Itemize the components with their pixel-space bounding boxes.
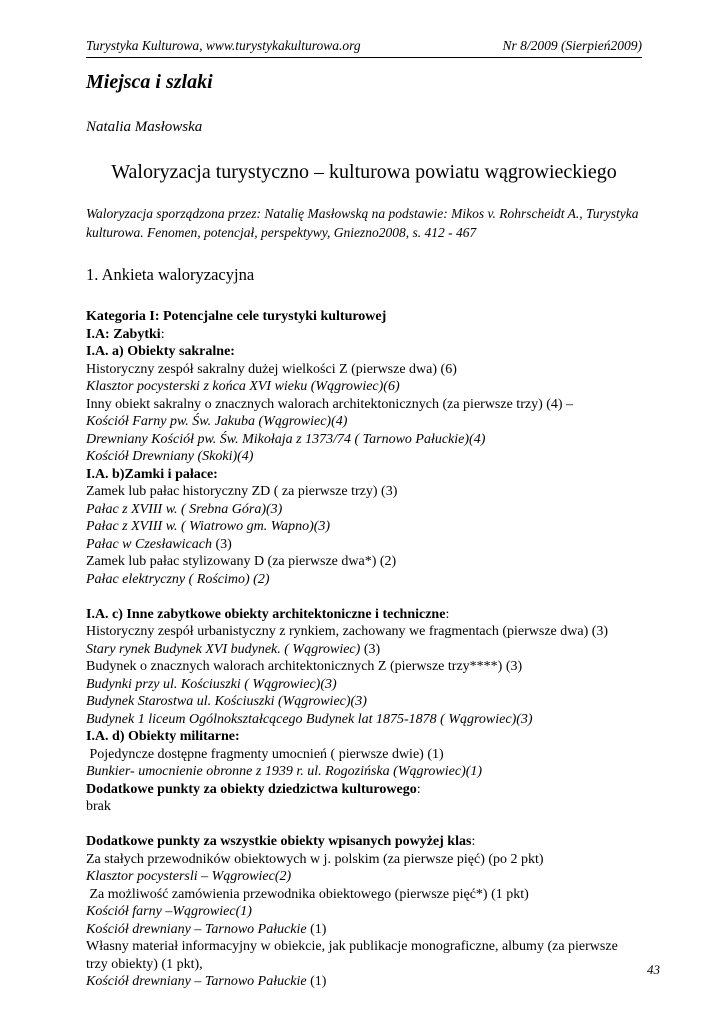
doc-line: [86, 798, 642, 816]
text-segment: Kościół farny –Wągrowiec(1): [86, 904, 252, 920]
issue-number: Nr 8/2009 (Sierpień2009): [502, 38, 642, 53]
text-segment: Za możliwość zamówienia przewodnika obiektowego (pierwsze pięć*) (1 pkt): [86, 886, 529, 902]
article-title: Waloryzacja turystyczno – kulturowa powiatu wągrowieckiego: [111, 161, 617, 183]
doc-line: [86, 833, 642, 851]
text-segment: Zamek lub pałac stylizowany D (za pierwsze dwa*) (2): [86, 554, 397, 570]
text-segment: :: [445, 606, 450, 622]
text-segment: I.A: Zabytki: [86, 326, 161, 342]
doc-line: [86, 623, 642, 641]
doc-line: [86, 851, 642, 869]
text-segment: Kościół drewniany – Tarnowo Pałuckie: [86, 974, 311, 990]
doc-line: [86, 518, 642, 536]
source-note: Waloryzacja sporządzona przez: Natalię Masłowską na podstawie: Mikos v. Rohrscheidt A., Turystyka kulturowa. Fenomen, potencjał, perspektywy, Gniezno2008, s. 412 - 467: [86, 206, 639, 240]
text-segment: Budynki przy ul. Kościuszki ( Wągrowiec)(3): [86, 676, 337, 692]
doc-line: [86, 886, 642, 904]
section-heading: 1. Ankieta waloryzacyjna: [86, 265, 255, 285]
text-segment: I.A. d) Obiekty militarne:: [86, 729, 240, 745]
text-segment: Pałac w Czesławicach: [86, 536, 216, 552]
doc-line: [86, 711, 642, 729]
text-segment: Dodatkowe punkty za wszystkie obiekty wpisanych powyżej klas: [86, 834, 472, 850]
doc-line: [86, 641, 642, 659]
doc-line: [86, 343, 642, 361]
text-segment: Klasztor pocystersli – Wągrowiec(2): [86, 869, 292, 885]
doc-line: [86, 781, 642, 799]
text-segment: Budynek o znacznych walorach architektonicznych Z (pierwsze trzy****) (3): [86, 659, 523, 675]
doc-line: [86, 448, 642, 466]
text-segment: Kościół Farny pw. Św. Jakuba (Wągrowiec)(4): [86, 414, 348, 430]
doc-line: [86, 938, 642, 973]
text-segment: Budynek Starostwa ul. Kościuszki (Wągrowiec)(3): [86, 694, 367, 710]
doc-line: [86, 746, 642, 764]
journal-title: Turystyka Kulturowa, www.turystykakulturowa.org: [86, 38, 361, 53]
doc-line: [86, 413, 642, 431]
doc-line: [86, 973, 642, 991]
text-segment: Drewniany Kościół pw. Św. Mikołaja z 1373/74 ( Tarnowo Pałuckie)(4): [86, 431, 486, 447]
page-header: [86, 38, 642, 58]
text-segment: Historyczny zespół sakralny dużej wielkości Z (pierwsze dwa) (6): [86, 361, 457, 377]
text-segment: :: [416, 781, 421, 797]
doc-line: [86, 553, 642, 571]
text-segment: Pałac z XVIII w. ( Srebna Góra)(3): [86, 501, 283, 517]
page-number: 43: [647, 962, 660, 977]
text-segment: :: [471, 834, 476, 850]
text-segment: Kościół drewniany – Tarnowo Pałuckie: [86, 921, 311, 937]
text-segment: Pałac z XVIII w. ( Wiatrowo gm. Wapno)(3): [86, 519, 331, 535]
doc-line: [86, 658, 642, 676]
text-segment: Pojedyncze dostępne fragmenty umocnień ( pierwsze dwie) (1): [86, 746, 444, 762]
doc-line: [86, 903, 642, 921]
doc-line: [86, 501, 642, 519]
text-segment: Bunkier- umocnienie obronne z 1939 r. ul. Rogozińska (Wągrowiec)(1): [86, 764, 483, 780]
text-segment: Własny materiał informacyjny w obiekcie, jak publikacje monograficzne, albumy (za pierwsze trzy obiekty) (1 pkt),: [86, 939, 622, 972]
doc-line: [86, 571, 642, 589]
text-segment: (3): [215, 536, 232, 552]
text-segment: Dodatkowe punkty za obiekty dziedzictwa kulturowego: [86, 781, 417, 797]
text-segment: Za stałych przewodników obiektowych w j. polskim (za pierwsze pięć) (po 2 pkt): [86, 851, 544, 867]
blank-line: [86, 816, 642, 834]
text-segment: I.A. c) Inne zabytkowe obiekty architektoniczne i techniczne: [86, 606, 446, 622]
text-segment: Klasztor pocysterski z końca XVI wieku (Wągrowiec)(6): [86, 379, 400, 395]
doc-line: [86, 693, 642, 711]
text-segment: I.A. a) Obiekty sakralne:: [86, 344, 235, 360]
author-name: Natalia Masłowska: [86, 119, 203, 135]
text-segment: I.A. b)Zamki i pałace:: [86, 466, 218, 482]
document-body: [86, 308, 642, 991]
doc-line: [86, 326, 642, 344]
doc-line: [86, 536, 642, 554]
text-segment: (1): [310, 974, 327, 990]
doc-line: [86, 396, 642, 414]
doc-line: [86, 728, 642, 746]
text-segment: (3): [363, 641, 381, 657]
doc-line: [86, 361, 642, 379]
text-segment: Stary rynek Budynek XVI budynek. ( Wągrowiec): [86, 641, 364, 657]
text-segment: Kościół Drewniany (Skoki)(4): [86, 449, 254, 465]
text-segment: (1): [310, 921, 327, 937]
text-segment: Inny obiekt sakralny o znacznych walorach architektonicznych (za pierwsze trzy) (4) –: [86, 396, 574, 412]
text-segment: Pałac elektryczny ( Rościmo) (2): [86, 571, 270, 587]
doc-line: [86, 378, 642, 396]
doc-line: [86, 308, 642, 326]
text-segment: :: [160, 326, 165, 342]
doc-line: [86, 868, 642, 886]
text-segment: Historyczny zespół urbanistyczny z rynkiem, zachowany we fragmentach (pierwsze dwa) (3): [86, 624, 609, 640]
doc-line: [86, 431, 642, 449]
rubric-title: Miejsca i szlaki: [86, 71, 213, 93]
text-segment: Budynek 1 liceum Ogólnokształcącego Budynek lat 1875-1878 ( Wągrowiec)(3): [86, 711, 533, 727]
blank-line: [86, 588, 642, 606]
doc-line: [86, 483, 642, 501]
doc-line: [86, 466, 642, 484]
doc-line: [86, 763, 642, 781]
text-segment: brak: [86, 799, 111, 815]
doc-line: [86, 921, 642, 939]
text-segment: Kategoria I: Potencjalne cele turystyki kulturowej: [86, 309, 387, 325]
text-segment: Zamek lub pałac historyczny ZD ( za pierwsze trzy) (3): [86, 484, 398, 500]
doc-line: [86, 606, 642, 624]
doc-line: [86, 676, 642, 694]
